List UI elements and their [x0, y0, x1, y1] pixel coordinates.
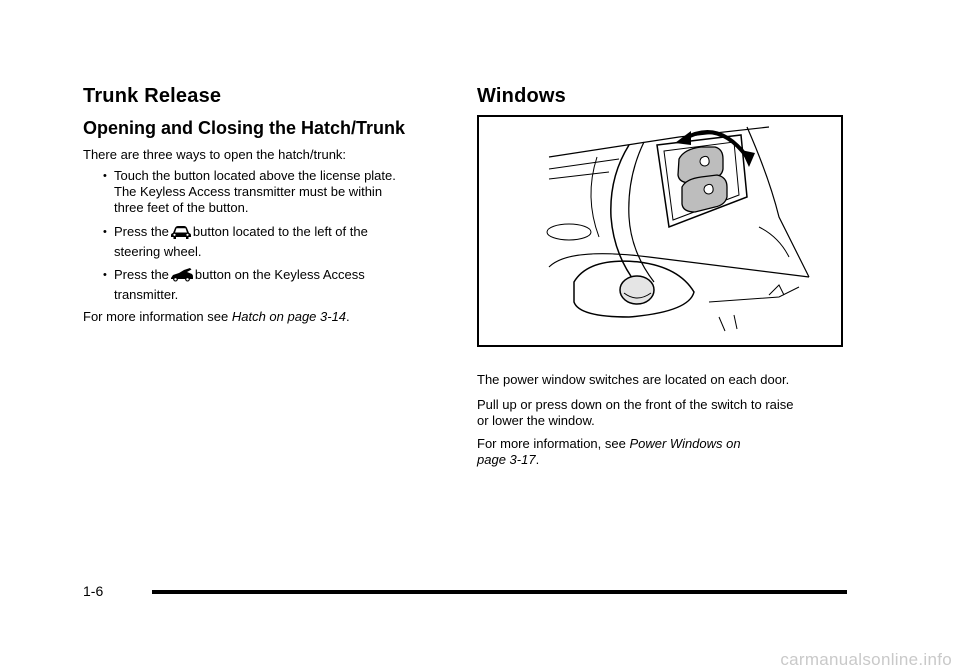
- section-title-windows: Windows: [477, 85, 566, 107]
- bullet-dot: •: [103, 226, 107, 238]
- bullet-dot: •: [103, 269, 107, 281]
- bullet-2-post: button located to the left of the: [192, 224, 368, 239]
- intro-text: There are three ways to open the hatch/trunk:: [83, 147, 347, 162]
- more-info-post: .: [346, 309, 350, 324]
- windows-operation-line-1: Pull up or press down on the front of the switch to raise: [477, 397, 794, 412]
- power-windows-page-reference-link[interactable]: Power Windows on: [629, 436, 741, 451]
- trunk-open-icon: [170, 267, 194, 287]
- window-switch-drawing: [479, 117, 841, 345]
- bullet-2-pre: Press the: [114, 224, 169, 239]
- power-window-switch-illustration: [477, 115, 843, 347]
- bullet-dot: •: [103, 170, 107, 182]
- vehicle-front-icon: [170, 224, 192, 244]
- subsection-title-hatch: Opening and Closing the Hatch/Trunk: [83, 118, 406, 138]
- footer-rule: [152, 590, 847, 594]
- bullet-text: [114, 224, 454, 260]
- bullet-item-1: [83, 168, 453, 218]
- section-title-trunk-release: Trunk Release: [83, 85, 222, 107]
- windows-more-info-text: [477, 436, 741, 468]
- more-info-text: [83, 309, 350, 325]
- bullet-3-line-2: transmitter.: [114, 287, 179, 302]
- bullet-1-line-3: three feet of the button.: [114, 200, 249, 215]
- bullet-3-post: button on the Keyless Access: [194, 267, 365, 282]
- watermark-text: carmanualsonline.info: [780, 650, 952, 669]
- bullet-item-2: [83, 224, 453, 260]
- windows-operation-line-2: or lower the window.: [477, 413, 595, 428]
- bullet-text: [114, 168, 454, 216]
- bullet-3-pre: Press the: [114, 267, 169, 282]
- power-windows-page-reference-link-cont[interactable]: page 3-17: [477, 452, 536, 467]
- bullet-2-line-2: steering wheel.: [114, 244, 202, 259]
- more-info-pre: For more information see: [83, 309, 232, 324]
- hatch-page-reference-link[interactable]: Hatch on page 3-14: [231, 309, 347, 324]
- page-number: 1-6: [83, 583, 104, 599]
- windows-more-info-pre: For more information, see: [477, 436, 630, 451]
- bullet-item-3: [83, 267, 453, 303]
- bullet-1-line-2: The Keyless Access transmitter must be within: [114, 184, 383, 199]
- windows-location-text: The power window switches are located on each door.: [477, 372, 790, 387]
- bullet-text: [114, 267, 454, 303]
- windows-more-info-post: .: [535, 452, 540, 467]
- windows-operation-text: [477, 397, 794, 429]
- bullet-1-line-1: Touch the button located above the license plate.: [114, 168, 396, 183]
